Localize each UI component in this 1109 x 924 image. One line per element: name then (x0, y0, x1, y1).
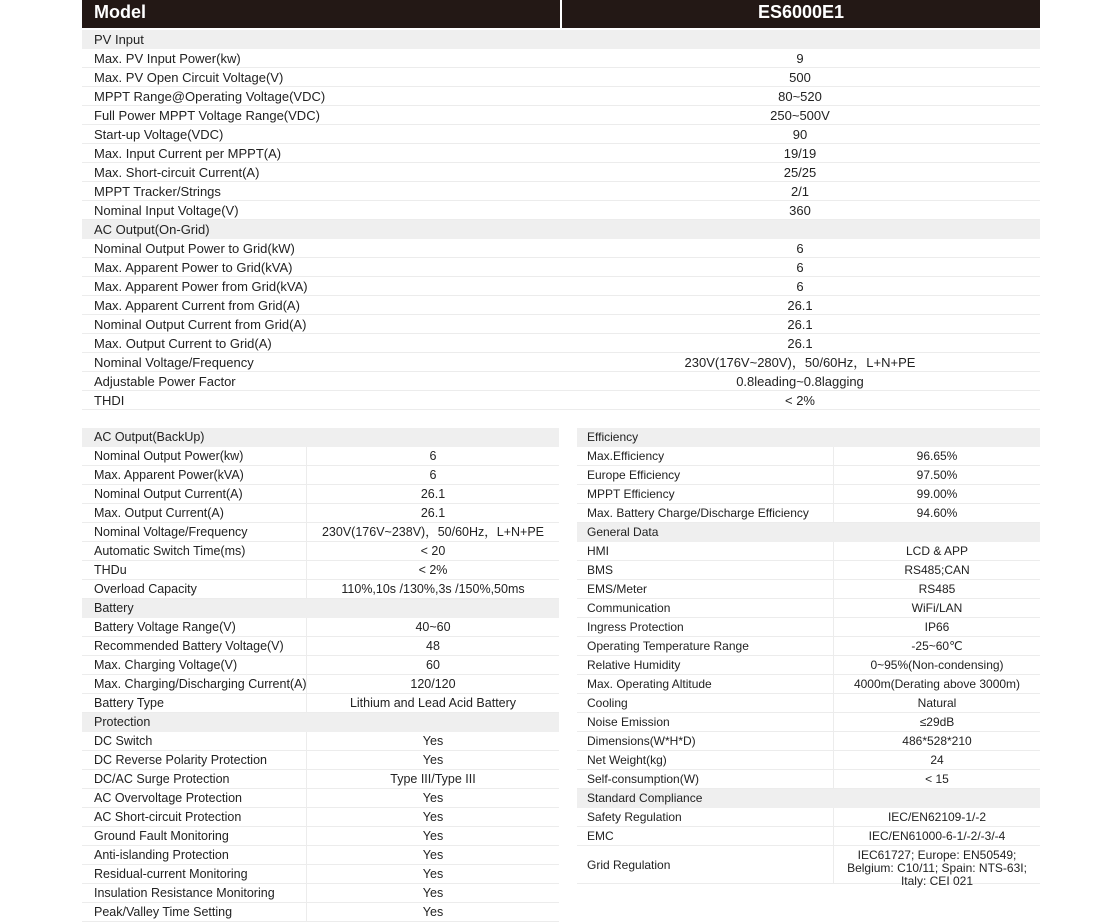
spec-row (82, 372, 1040, 391)
spec-row (82, 789, 559, 808)
spec-label: Overload Capacity (94, 582, 197, 596)
spec-row (82, 144, 1040, 163)
spec-label: Anti-islanding Protection (94, 848, 229, 862)
spec-label: AC Overvoltage Protection (94, 791, 242, 805)
spec-value: 25/25 (783, 165, 817, 180)
spec-value: Yes (306, 884, 559, 902)
section-header (82, 428, 559, 447)
spec-label: Max. Apparent Current from Grid(A) (94, 298, 300, 313)
spec-row (82, 637, 559, 656)
spec-row (82, 106, 1040, 125)
section-header (82, 30, 1040, 49)
spec-value: Yes (306, 865, 559, 883)
spec-value: IEC61727; Europe: EN50549; Belgium: C10/11; Spain: NTS-63I; Italy: CEI 021 (833, 846, 1040, 883)
spec-label: Dimensions(W*H*D) (587, 734, 696, 748)
spec-row (82, 49, 1040, 68)
section-header (82, 599, 559, 618)
spec-label: Ground Fault Monitoring (94, 829, 229, 843)
spec-label: EMC (587, 829, 614, 843)
spec-label: THDI (94, 393, 125, 408)
spec-label: Nominal Output Power to Grid(kW) (94, 241, 295, 256)
spec-row (82, 808, 559, 827)
spec-value: 6 (306, 447, 559, 465)
spec-value: Yes (306, 827, 559, 845)
spec-row (577, 732, 1040, 751)
section-title: AC Output(BackUp) (94, 430, 205, 444)
spec-value: 6 (796, 260, 804, 275)
spec-label: AC Short-circuit Protection (94, 810, 242, 824)
spec-value: 90 (792, 127, 808, 142)
spec-header (82, 0, 1040, 28)
spec-row (82, 770, 559, 789)
spec-label: Max.Efficiency (587, 449, 665, 463)
spec-label: Safety Regulation (587, 810, 682, 824)
section-header (577, 428, 1040, 447)
spec-row (577, 580, 1040, 599)
spec-label: Max. PV Input Power(kw) (94, 51, 241, 66)
spec-row (577, 542, 1040, 561)
spec-value: < 2% (306, 561, 559, 579)
spec-label: Nominal Output Power(kw) (94, 449, 244, 463)
spec-row (82, 315, 1040, 334)
spec-value: RS485;CAN (833, 561, 1040, 579)
spec-label: Grid Regulation (587, 858, 671, 872)
spec-value: 6 (306, 466, 559, 484)
spec-value: 0.8leading~0.8lagging (736, 374, 864, 389)
spec-value: 9 (796, 51, 804, 66)
spec-value: 26.1 (306, 485, 559, 503)
spec-label: Relative Humidity (587, 658, 681, 672)
spec-row (82, 561, 559, 580)
spec-value: < 2% (785, 393, 815, 408)
spec-label: Ingress Protection (587, 620, 684, 634)
spec-value: 250~500V (770, 108, 830, 123)
spec-row (577, 561, 1040, 580)
spec-label: Adjustable Power Factor (94, 374, 236, 389)
spec-value: Natural (833, 694, 1040, 712)
spec-label: Nominal Voltage/Frequency (94, 355, 254, 370)
spec-row (82, 865, 559, 884)
spec-value: WiFi/LAN (833, 599, 1040, 617)
spec-row (82, 182, 1040, 201)
spec-row (577, 770, 1040, 789)
spec-value: LCD & APP (833, 542, 1040, 560)
spec-value: 48 (306, 637, 559, 655)
spec-row (577, 675, 1040, 694)
section-title: Protection (94, 715, 151, 729)
spec-label: Max. Output Current to Grid(A) (94, 336, 272, 351)
spec-label: Max. Short-circuit Current(A) (94, 165, 260, 180)
backup-battery-protection-table (82, 428, 559, 922)
spec-value: Yes (306, 846, 559, 864)
spec-label: Net Weight(kg) (587, 753, 667, 767)
spec-label: DC Reverse Polarity Protection (94, 753, 267, 767)
spec-value: 80~520 (778, 89, 822, 104)
spec-value: 486*528*210 (833, 732, 1040, 750)
spec-row (82, 675, 559, 694)
spec-row (82, 296, 1040, 315)
spec-label: Self-consumption(W) (587, 772, 700, 786)
spec-value: 360 (789, 203, 811, 218)
spec-value: Type III/Type III (306, 770, 559, 788)
spec-value: RS485 (833, 580, 1040, 598)
spec-value: 99.00% (833, 485, 1040, 503)
spec-value: 26.1 (787, 298, 813, 313)
spec-value: -25~60℃ (833, 637, 1040, 655)
spec-row (82, 903, 559, 922)
spec-label: HMI (587, 544, 609, 558)
spec-row (82, 827, 559, 846)
spec-label: Europe Efficiency (587, 468, 681, 482)
spec-label: Max. Battery Charge/Discharge Efficiency (587, 506, 809, 520)
section-header (82, 713, 559, 732)
spec-row (82, 163, 1040, 182)
spec-label: Automatic Switch Time(ms) (94, 544, 246, 558)
spec-value: 4000m(Derating above 3000m) (833, 675, 1040, 693)
spec-value: < 15 (833, 770, 1040, 788)
product-name: ES6000E1 (757, 2, 845, 22)
spec-label: Communication (587, 601, 671, 615)
spec-label: Start-up Voltage(VDC) (94, 127, 224, 142)
spec-label: DC/AC Surge Protection (94, 772, 230, 786)
spec-value: 230V(176V~280V)，50/60Hz，L+N+PE (684, 355, 916, 370)
efficiency-general-standards-table (577, 428, 1040, 888)
spec-row (577, 447, 1040, 466)
spec-row (82, 87, 1040, 106)
spec-row (82, 846, 559, 865)
spec-label: Nominal Output Current(A) (94, 487, 243, 501)
spec-value: Yes (306, 903, 559, 921)
spec-value: 0~95%(Non-condensing) (833, 656, 1040, 674)
spec-value: Yes (306, 732, 559, 750)
spec-value: 96.65% (833, 447, 1040, 465)
spec-row (82, 68, 1040, 87)
spec-label: Cooling (587, 696, 628, 710)
spec-row (82, 353, 1040, 372)
spec-label: Max. Input Current per MPPT(A) (94, 146, 282, 161)
spec-value: 19/19 (783, 146, 817, 161)
spec-value: Lithium and Lead Acid Battery (306, 694, 559, 712)
spec-row (577, 846, 1040, 888)
spec-label: Max. Apparent Power from Grid(kVA) (94, 279, 308, 294)
spec-label: Battery Type (94, 696, 164, 710)
spec-label: MPPT Range@Operating Voltage(VDC) (94, 89, 326, 104)
spec-label: Operating Temperature Range (587, 639, 749, 653)
spec-value: ≤29dB (833, 713, 1040, 731)
spec-row (577, 694, 1040, 713)
spec-value: 6 (796, 241, 804, 256)
spec-row (82, 694, 559, 713)
spec-value: 6 (796, 279, 804, 294)
spec-value: Yes (306, 808, 559, 826)
spec-label: Peak/Valley Time Setting (94, 905, 233, 919)
spec-value: Yes (306, 751, 559, 769)
spec-value: 94.60% (833, 504, 1040, 522)
spec-value: 26.1 (787, 317, 813, 332)
spec-row (82, 618, 559, 637)
spec-label: Recommended Battery Voltage(V) (94, 639, 284, 653)
spec-row (82, 125, 1040, 144)
spec-value: 2/1 (790, 184, 810, 199)
spec-row (82, 447, 559, 466)
spec-row (82, 884, 559, 903)
spec-row (577, 751, 1040, 770)
spec-row (577, 504, 1040, 523)
spec-label: Max. PV Open Circuit Voltage(V) (94, 70, 284, 85)
spec-row (82, 239, 1040, 258)
spec-row (577, 713, 1040, 732)
spec-label: Max. Charging Voltage(V) (94, 658, 238, 672)
spec-row (82, 334, 1040, 353)
spec-label: Nominal Output Current from Grid(A) (94, 317, 307, 332)
spec-label: Max. Apparent Power to Grid(kVA) (94, 260, 293, 275)
spec-label: Max. Operating Altitude (587, 677, 712, 691)
spec-label: EMS/Meter (587, 582, 648, 596)
spec-value: 230V(176V~238V)，50/60Hz，L+N+PE (306, 523, 559, 541)
section-title: PV Input (94, 32, 144, 47)
spec-row (577, 808, 1040, 827)
spec-row (82, 656, 559, 675)
spec-value: IP66 (833, 618, 1040, 636)
spec-label: Nominal Input Voltage(V) (94, 203, 239, 218)
spec-value: 26.1 (306, 504, 559, 522)
spec-label: BMS (587, 563, 614, 577)
spec-value: Yes (306, 789, 559, 807)
spec-row (82, 391, 1040, 410)
spec-label: Max. Apparent Power(kVA) (94, 468, 244, 482)
section-title: Efficiency (587, 430, 639, 444)
spec-row (577, 827, 1040, 846)
spec-label: Battery Voltage Range(V) (94, 620, 236, 634)
spec-value: 97.50% (833, 466, 1040, 484)
section-header (577, 523, 1040, 542)
spec-row (577, 618, 1040, 637)
section-title: General Data (587, 525, 659, 539)
spec-value: 110%,10s /130%,3s /150%,50ms (306, 580, 559, 598)
spec-label: MPPT Tracker/Strings (94, 184, 221, 199)
spec-label: DC Switch (94, 734, 153, 748)
spec-label: Insulation Resistance Monitoring (94, 886, 275, 900)
spec-value: 26.1 (787, 336, 813, 351)
spec-row (577, 637, 1040, 656)
spec-row (82, 258, 1040, 277)
section-title: Standard Compliance (587, 791, 703, 805)
spec-row (82, 732, 559, 751)
spec-row (577, 599, 1040, 618)
spec-row (82, 466, 559, 485)
section-title: Battery (94, 601, 134, 615)
spec-value: 120/120 (306, 675, 559, 693)
spec-label: Max. Charging/Discharging Current(A) (94, 677, 307, 691)
spec-value: < 20 (306, 542, 559, 560)
spec-label: Nominal Voltage/Frequency (94, 525, 248, 539)
spec-row (82, 504, 559, 523)
spec-row (82, 277, 1040, 296)
spec-row (577, 466, 1040, 485)
spec-value: 500 (789, 70, 811, 85)
spec-value: IEC/EN62109-1/-2 (833, 808, 1040, 826)
spec-label: Residual-current Monitoring (94, 867, 248, 881)
spec-value: 60 (306, 656, 559, 674)
section-header (82, 220, 1040, 239)
spec-row (577, 656, 1040, 675)
spec-row (577, 485, 1040, 504)
spec-label: THDu (94, 563, 127, 577)
spec-row (82, 485, 559, 504)
spec-value: 40~60 (306, 618, 559, 636)
spec-row (82, 751, 559, 770)
spec-label: Max. Output Current(A) (94, 506, 224, 520)
spec-value: 24 (833, 751, 1040, 769)
pv-acgrid-table (82, 30, 1040, 410)
spec-row (82, 201, 1040, 220)
section-header (577, 789, 1040, 808)
spec-label: Noise Emission (587, 715, 670, 729)
spec-row (82, 523, 559, 542)
spec-label: Full Power MPPT Voltage Range(VDC) (94, 108, 320, 123)
section-title: AC Output(On-Grid) (94, 222, 210, 237)
spec-value: IEC/EN61000-6-1/-2/-3/-4 (833, 827, 1040, 845)
spec-row (82, 542, 559, 561)
spec-label: MPPT Efficiency (587, 487, 675, 501)
model-label: Model (94, 2, 146, 22)
spec-row (82, 580, 559, 599)
